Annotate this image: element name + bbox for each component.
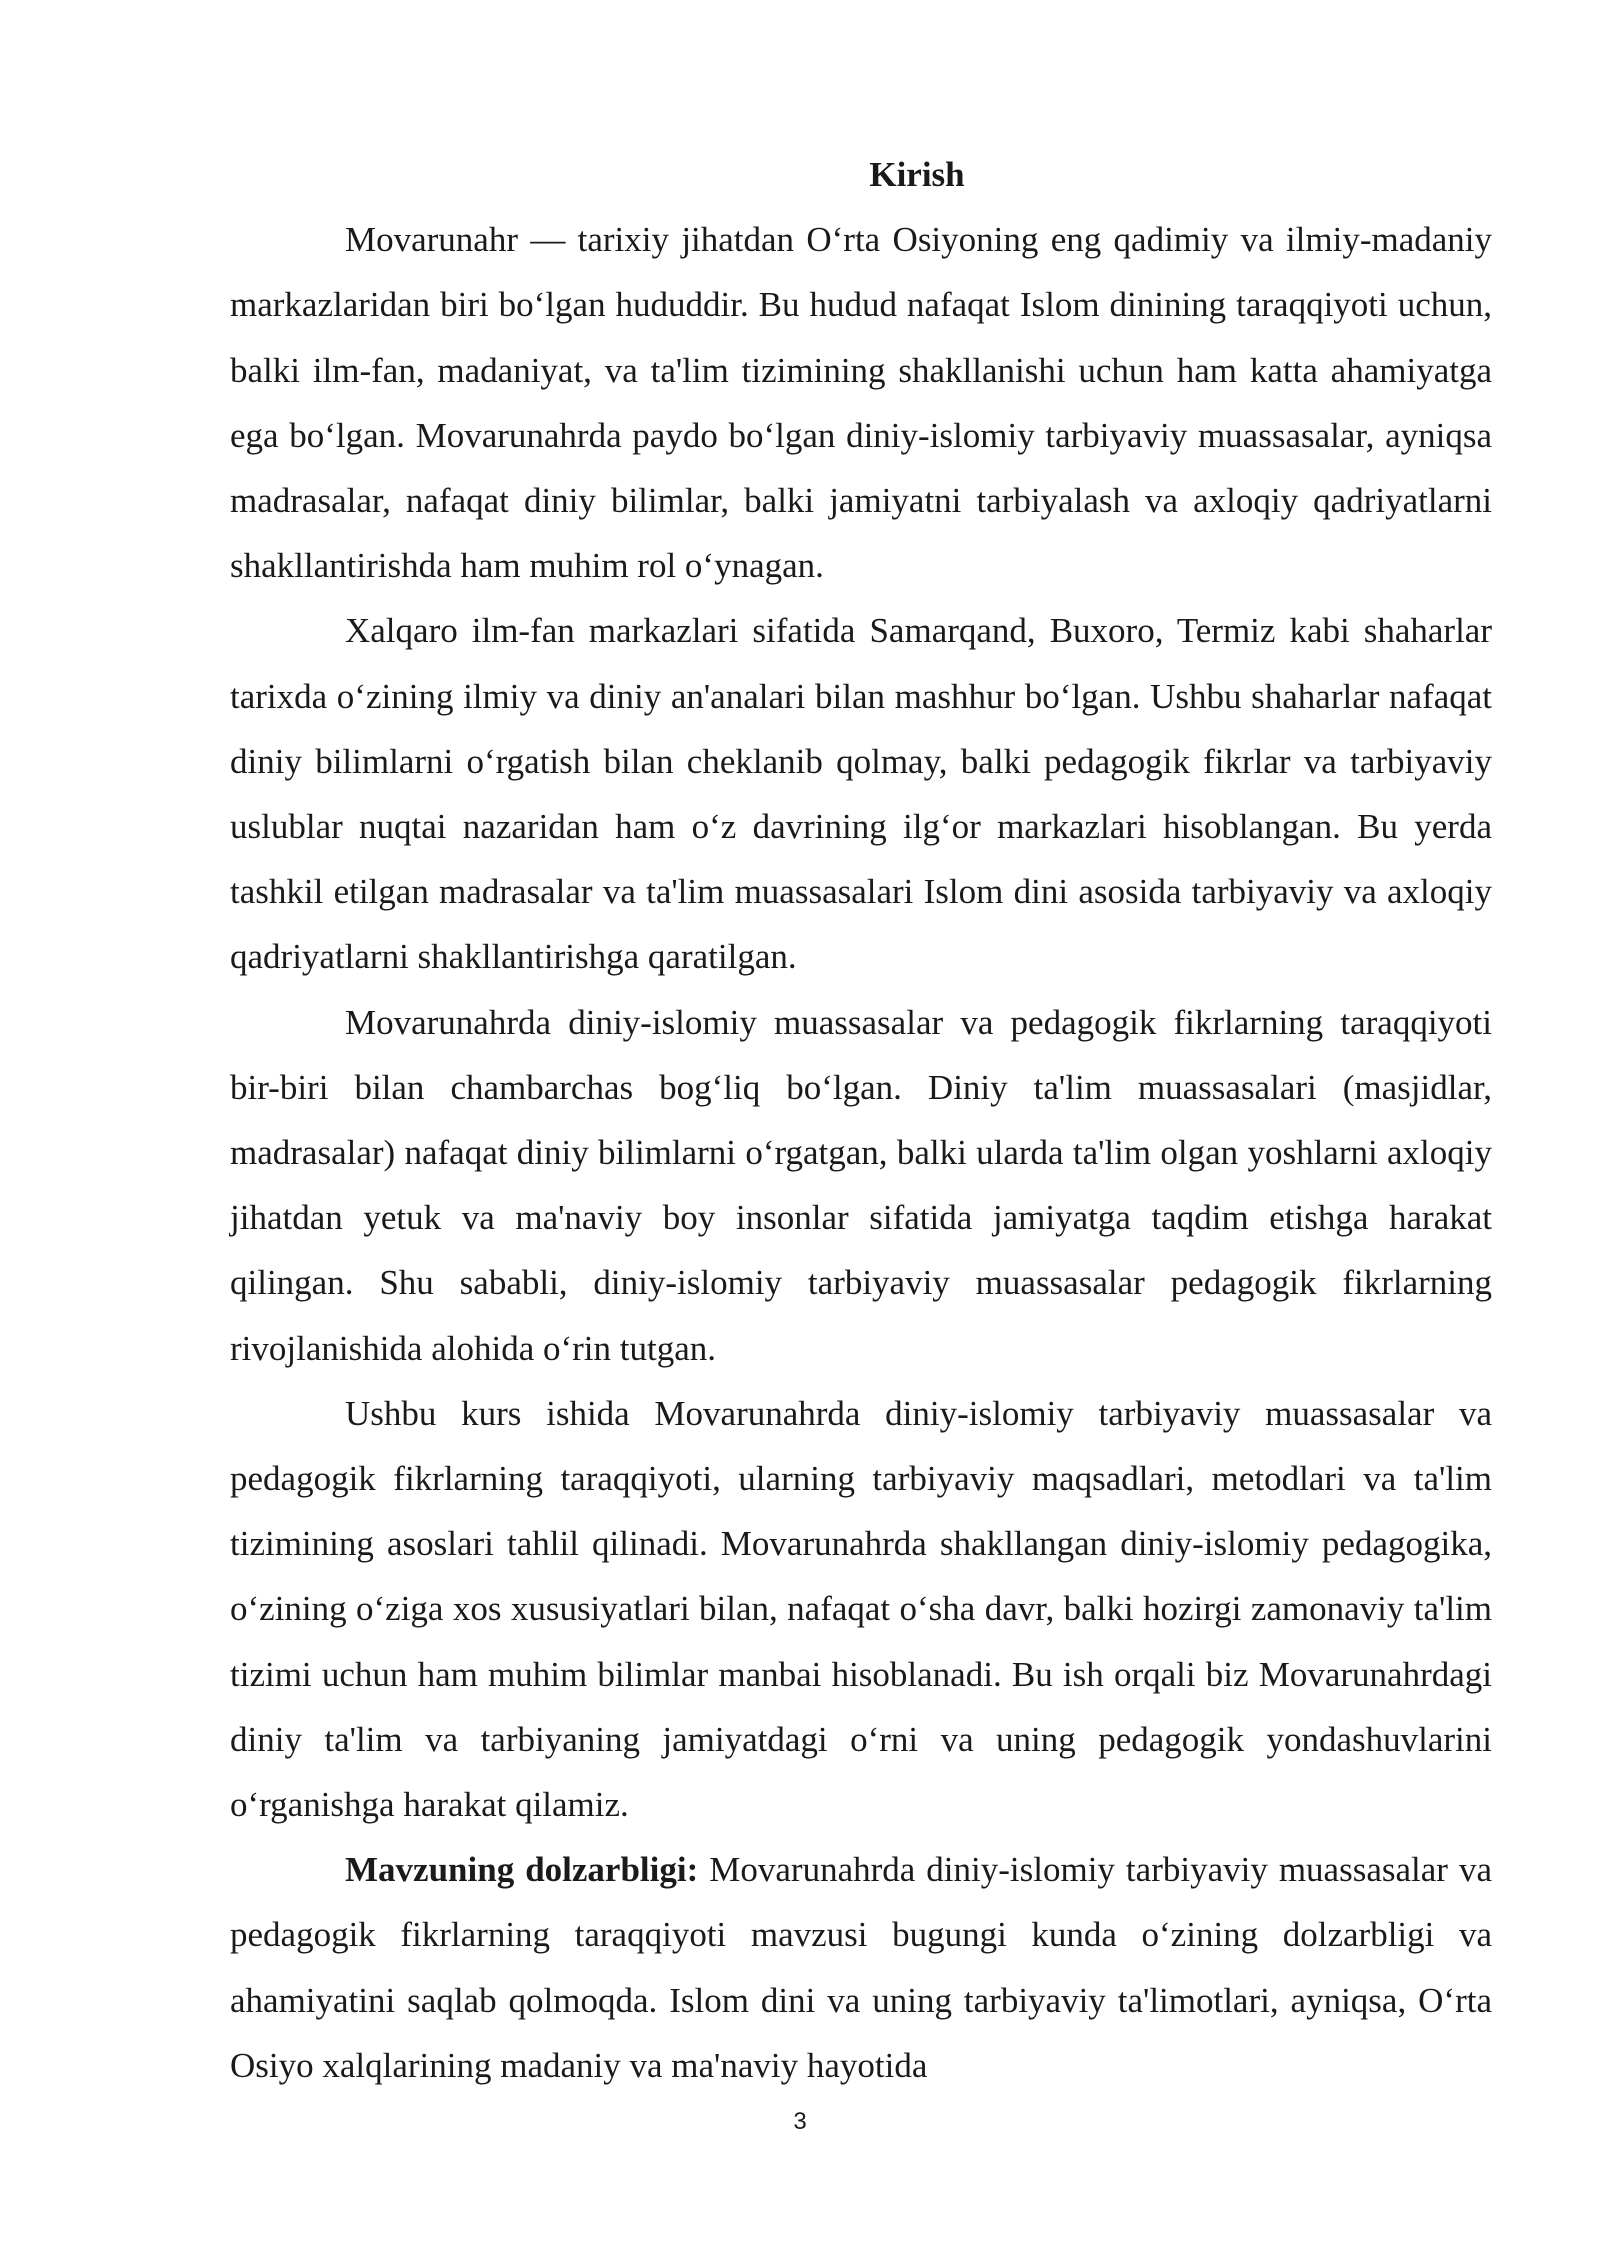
relevance-paragraph: [230, 1837, 1492, 2098]
section-title: Kirish: [869, 155, 965, 194]
paragraph: Xalqaro ilm-fan markazlari sifatida Samarqand, Buxoro, Termiz kabi shaharlar tarixda o‘zining ilmiy va diniy an'analari bilan mashhur bo‘lgan. Ushbu shaharlar nafaqat diniy bilimlarni o‘rgatish bilan cheklanib qolmay, balki pedagogik fikrlar va tarbiyaviy uslublar nuqtai nazaridan ham o‘z davrining ilg‘or markazlari hisoblangan. Bu yerda tashkil etilgan madrasalar va ta'lim muassasalari Islom dini asosida tarbiyaviy va axloqiy qadriyatlarni shakllantirishga qaratilgan.: [230, 611, 1492, 977]
paragraph: Movarunahr — tarixiy jihatdan O‘rta Osiyoning eng qadimiy va ilmiy-madaniy markazlaridan biri bo‘lgan hududdir. Bu hudud nafaqat Islom dinining taraqqiyoti uchun, balki ilm-fan, madaniyat, va ta'lim tizimining shakllanishi uchun ham katta ahamiyatga ega bo‘lgan. Movarunahrda paydo bo‘lgan diniy-islomiy tarbiyaviy muassasalar, ayniqsa madrasalar, nafaqat diniy bilimlar, balki jamiyatni tarbiyalash va axloqiy qadriyatlarni shakllantirishda ham muhim rol o‘ynagan.: [230, 220, 1492, 586]
paragraph: Ushbu kurs ishida Movarunahrda diniy-islomiy tarbiyaviy muassasalar va pedagogik fikrlarning taraqqiyoti, ularning tarbiyaviy maqsadlari, metodlari va ta'lim tizimining asoslari tahlil qilinadi. Movarunahrda shakllangan diniy-islomiy pedagogika, o‘zining o‘ziga xos xususiyatlari bilan, nafaqat o‘sha davr, balki hozirgi zamonaviy ta'lim tizimi uchun ham muhim bilimlar manbai hisoblanadi. Bu ish orqali biz Movarunahrdagi diniy ta'lim va tarbiyaning jamiyatdagi o‘rni va uning pedagogik yondashuvlarini o‘rganishga harakat qilamiz.: [230, 1393, 1492, 1825]
relevance-heading: Mavzuning dolzarbligi:: [345, 1850, 699, 1890]
relevance-text: Movarunahrda diniy-islomiy tarbiyaviy muassasalar va pedagogik fikrlarning taraqqiyoti mavzusi bugungi kunda o‘zining dolzarbligi va ahamiyatini saqlab qolmoqda. Islom dini va uning tarbiyaviy ta'limotlari, ayniqsa, O‘rta Osiyo xalqlarining madaniy va ma'naviy hayotida: [230, 1850, 1492, 2085]
page-number: 3: [793, 2108, 807, 2135]
paragraph: Movarunahrda diniy-islomiy muassasalar va pedagogik fikrlarning taraqqiyoti bir-biri bilan chambarchas bog‘liq bo‘lgan. Diniy ta'lim muassasalari (masjidlar, madrasalar) nafaqat diniy bilimlarni o‘rgatgan, balki ularda ta'lim olgan yoshlarni axloqiy jihatdan yetuk va ma'naviy boy insonlar sifatida jamiyatga taqdim etishga harakat qilingan. Shu sababli, diniy-islomiy tarbiyaviy muassasalar pedagogik fikrlarning rivojlanishida alohida o‘rin tutgan.: [230, 1002, 1492, 1368]
document-body: [230, 142, 1492, 2098]
